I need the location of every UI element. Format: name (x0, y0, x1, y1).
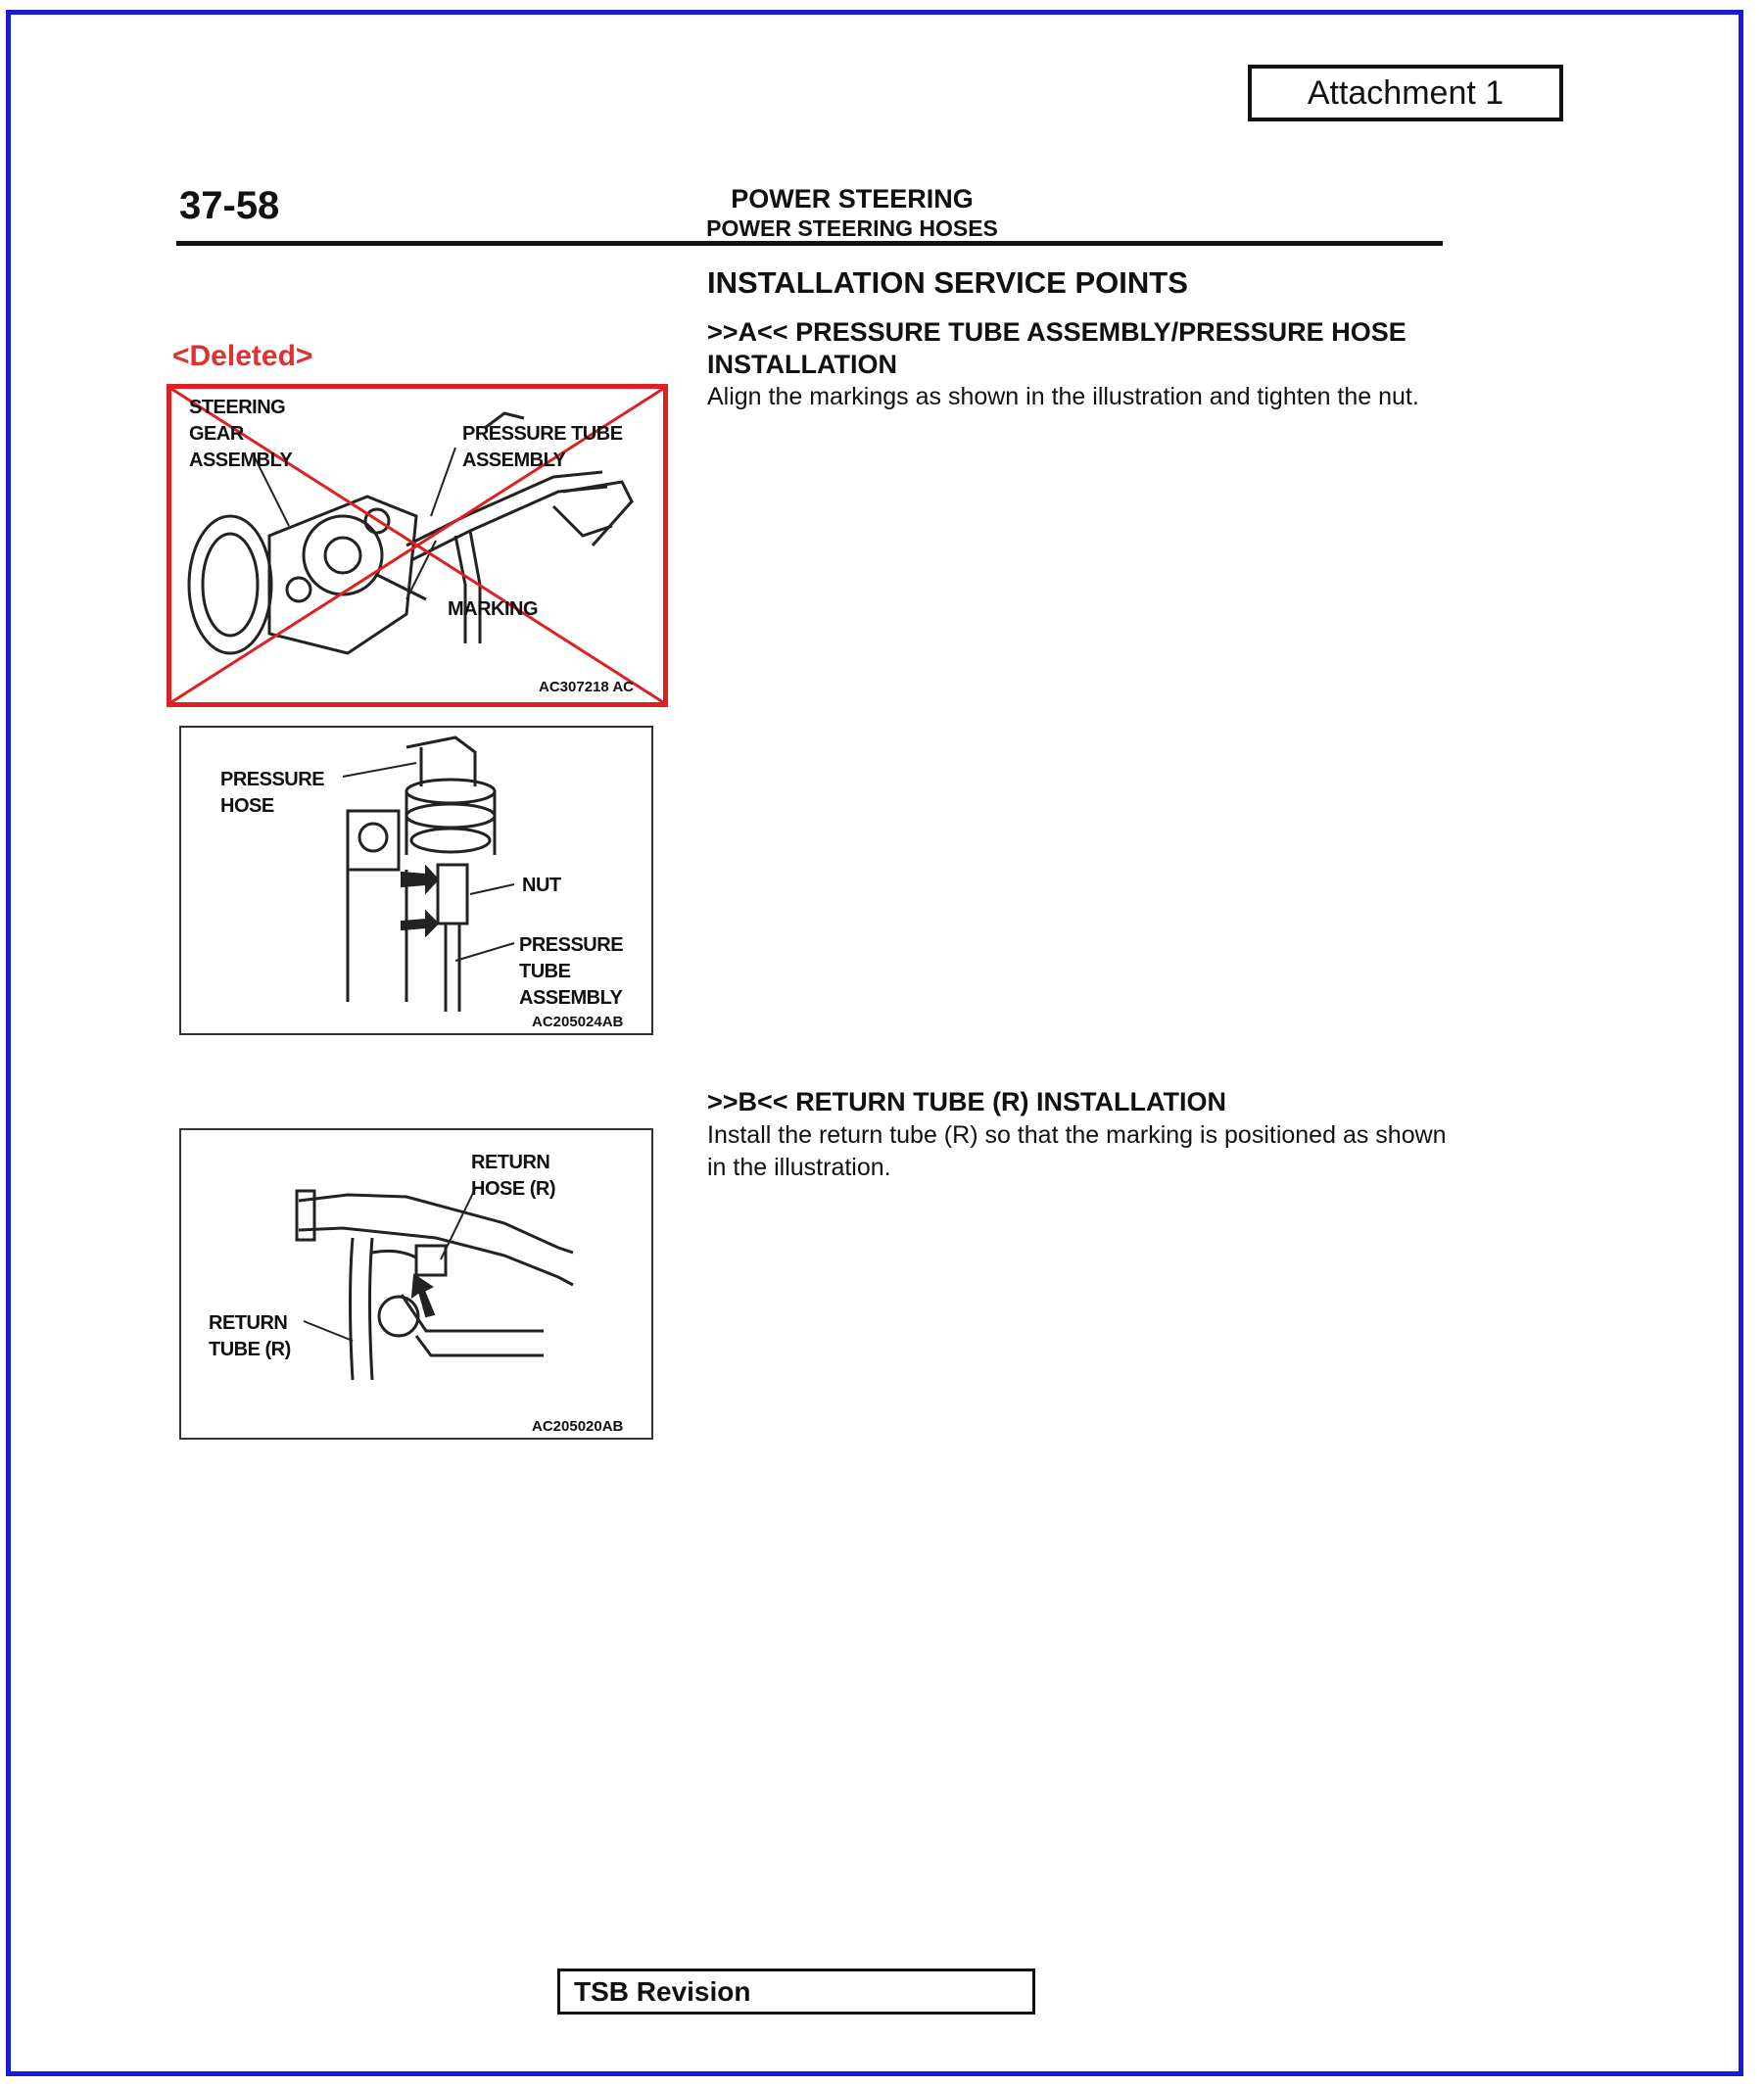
pressure-tube-label-1: PRESSURE TUBE (462, 423, 623, 445)
step-a-text: Align the markings as shown in the illustration and tighten the nut. (707, 383, 1419, 410)
return-tube-drawing (181, 1130, 651, 1438)
pressure-tube-label-1: PRESSURE (519, 934, 624, 956)
marking-label: MARKING (448, 598, 539, 620)
figure-code: AC307218 AC (539, 679, 634, 695)
section-title: POWER STEERING (731, 184, 974, 213)
steering-gear-label-2: GEAR (189, 423, 244, 445)
header-divider (176, 241, 1443, 246)
page-number: 37-58 (179, 184, 280, 227)
return-tube-label-2: TUBE (R) (209, 1339, 291, 1360)
step-a-title: >>A<< PRESSURE TUBE ASSEMBLY/PRESSURE HOSE INSTALLATION (707, 317, 1406, 379)
attachment-label: Attachment 1 (1248, 65, 1563, 121)
step-b-text: Install the return tube (R) so that the marking is positioned as shown in the illustration. (707, 1121, 1447, 1181)
return-hose-label-1: RETURN (471, 1152, 550, 1173)
return-hose-label-2: HOSE (R) (471, 1178, 555, 1200)
deleted-illustration (167, 384, 668, 707)
pressure-tube-label-2: ASSEMBLY (462, 450, 566, 471)
figure-code: AC205024AB (532, 1014, 624, 1030)
tsb-revision-box: TSB Revision (557, 1968, 1035, 2015)
pressure-hose-label-2: HOSE (220, 795, 274, 817)
section-subtitle: POWER STEERING HOSES (706, 215, 998, 241)
deleted-label: <Deleted> (172, 340, 313, 372)
return-tube-label-1: RETURN (209, 1312, 288, 1334)
nut-label: NUT (522, 875, 561, 896)
main-heading: INSTALLATION SERVICE POINTS (707, 265, 1188, 300)
pressure-hose-illustration (179, 726, 653, 1035)
pressure-tube-label-3: ASSEMBLY (519, 987, 623, 1009)
return-tube-illustration (179, 1128, 653, 1440)
steering-gear-label-3: ASSEMBLY (189, 450, 293, 471)
figure-code: AC205020AB (532, 1418, 624, 1435)
step-b-title: >>B<< RETURN TUBE (R) INSTALLATION (707, 1087, 1227, 1116)
pressure-tube-label-2: TUBE (519, 961, 571, 982)
steering-gear-label-1: STEERING (189, 397, 286, 418)
pressure-hose-label-1: PRESSURE (220, 769, 325, 790)
